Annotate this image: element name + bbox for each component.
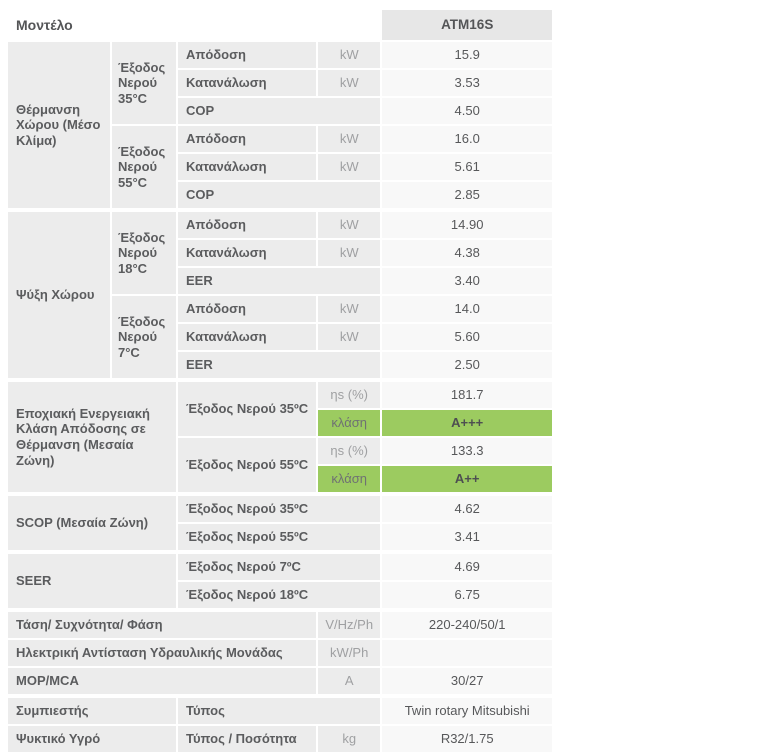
cell-seer-out7-value: 4.69 — [382, 552, 552, 580]
table-row — [8, 42, 552, 68]
cell-seasonal35-class-param: κλάση — [318, 410, 380, 436]
model-label: Μοντέλο — [8, 10, 380, 40]
cell-refrigerant-unit: kg — [318, 726, 380, 752]
energy-class-badge: A+++ — [382, 410, 552, 436]
cell-seer-out18-value: 6.75 — [382, 582, 552, 608]
cell-seasonal35-eta-value: 181.7 — [382, 380, 552, 408]
cell-scop-section-label: SCOP (Μεσαία Ζώνη) — [8, 494, 176, 550]
cell-cooling18-consumption-unit: kW — [318, 240, 380, 266]
cell-cooling18-capacity-param: Απόδοση — [178, 210, 316, 238]
cell-seasonal-out35-label: Έξοδος Νερού 35ºC — [178, 380, 316, 436]
cell-seasonal55-eta-param: ηs (%) — [318, 438, 380, 464]
cell-compressor-value: Twin rotary Mitsubishi — [382, 696, 552, 724]
cell-scop-out55-param: Έξοδος Νερού 55ºC — [178, 524, 380, 550]
cell-seer-out18-param: Έξοδος Νερού 18ºC — [178, 582, 380, 608]
cell-cooling7-consumption-param: Κατανάλωση — [178, 324, 316, 350]
cell-heating35-capacity-value: 15.9 — [382, 42, 552, 68]
cell-cooling-out18-label: Έξοδος Νερού 18°C — [112, 210, 176, 294]
cell-heating55-consumption-param: Κατανάλωση — [178, 154, 316, 180]
table-row — [8, 640, 552, 666]
table-row — [8, 610, 552, 638]
cell-heating55-capacity-param: Απόδοση — [178, 126, 316, 152]
cell-heating55-consumption-unit: kW — [318, 154, 380, 180]
cell-seasonal55-eta-value: 133.3 — [382, 438, 552, 464]
cell-heating35-cop-param: COP — [178, 98, 380, 124]
table-row — [8, 726, 552, 752]
cell-cooling18-consumption-param: Κατανάλωση — [178, 240, 316, 266]
cell-cooling18-consumption-value: 4.38 — [382, 240, 552, 266]
cell-seasonal35-eta-param: ηs (%) — [318, 380, 380, 408]
cell-cooling7-capacity-value: 14.0 — [382, 296, 552, 322]
cell-heating55-cop-param: COP — [178, 182, 380, 208]
cell-cooling7-consumption-unit: kW — [318, 324, 380, 350]
table-row — [8, 696, 552, 724]
cell-mop-mca-value: 30/27 — [382, 668, 552, 694]
cell-cooling7-eer-param: EER — [178, 352, 380, 378]
cell-compressor-label: Συμπιεστής — [8, 696, 176, 724]
cell-heating55-consumption-value: 5.61 — [382, 154, 552, 180]
cell-voltage-value: 220-240/50/1 — [382, 610, 552, 638]
cell-heating55-capacity-unit: kW — [318, 126, 380, 152]
cell-seasonal55-class-param: κλάση — [318, 466, 380, 492]
table-row — [8, 10, 552, 40]
cell-refrigerant-value: R32/1.75 — [382, 726, 552, 752]
cell-seer-out7-param: Έξοδος Νερού 7ºC — [178, 552, 380, 580]
model-value: ATM16S — [382, 10, 552, 40]
cell-heating35-consumption-unit: kW — [318, 70, 380, 96]
cell-heater-label: Ηλεκτρική Αντίσταση Υδραυλικής Μονάδας — [8, 640, 316, 666]
cell-refrigerant-label: Ψυκτικό Υγρό — [8, 726, 176, 752]
cell-heating55-capacity-value: 16.0 — [382, 126, 552, 152]
cell-seer-section-label: SEER — [8, 552, 176, 608]
cell-seasonal-section-label: Εποχιακή Ενεργειακή Κλάση Απόδοσης σε Θέρμανση (Μεσαία Ζώνη) — [8, 380, 176, 492]
cell-cooling-out7-label: Έξοδος Νερού 7°C — [112, 296, 176, 378]
spec-table — [6, 8, 554, 754]
cell-heating-section-label: Θέρμανση Χώρου (Μέσο Κλίμα) — [8, 42, 110, 208]
cell-cooling7-capacity-unit: kW — [318, 296, 380, 322]
cell-heating-out55-label: Έξοδος Νερού 55°C — [112, 126, 176, 208]
cell-mop-mca-unit: A — [318, 668, 380, 694]
cell-cooling-section-label: Ψύξη Χώρου — [8, 210, 110, 378]
cell-cooling7-consumption-value: 5.60 — [382, 324, 552, 350]
table-row — [8, 494, 552, 522]
energy-class-badge: A++ — [382, 466, 552, 492]
table-row — [8, 210, 552, 238]
cell-cooling18-capacity-value: 14.90 — [382, 210, 552, 238]
cell-scop-out35-param: Έξοδος Νερού 35ºC — [178, 494, 380, 522]
cell-seasonal-out55-label: Έξοδος Νερού 55ºC — [178, 438, 316, 492]
cell-cooling7-capacity-param: Απόδοση — [178, 296, 316, 322]
cell-scop-out55-value: 3.41 — [382, 524, 552, 550]
table-row — [8, 668, 552, 694]
table-row — [8, 380, 552, 408]
cell-mop-mca-label: MOP/MCA — [8, 668, 316, 694]
cell-heating35-consumption-value: 3.53 — [382, 70, 552, 96]
cell-heating35-cop-value: 4.50 — [382, 98, 552, 124]
cell-heater-unit: kW/Ph — [318, 640, 380, 666]
cell-heating35-capacity-unit: kW — [318, 42, 380, 68]
cell-heater-value — [382, 640, 552, 666]
cell-voltage-unit: V/Hz/Ph — [318, 610, 380, 638]
cell-voltage-label: Τάση/ Συχνότητα/ Φάση — [8, 610, 316, 638]
cell-compressor-param: Τύπος — [178, 696, 380, 724]
cell-cooling18-eer-value: 3.40 — [382, 268, 552, 294]
cell-heating35-capacity-param: Απόδοση — [178, 42, 316, 68]
table-row — [8, 552, 552, 580]
cell-heating55-cop-value: 2.85 — [382, 182, 552, 208]
cell-scop-out35-value: 4.62 — [382, 494, 552, 522]
cell-cooling7-eer-value: 2.50 — [382, 352, 552, 378]
cell-heating-out35-label: Έξοδος Νερού 35°C — [112, 42, 176, 124]
cell-cooling18-eer-param: EER — [178, 268, 380, 294]
cell-heating35-consumption-param: Κατανάλωση — [178, 70, 316, 96]
cell-refrigerant-param: Τύπος / Ποσότητα — [178, 726, 316, 752]
cell-cooling18-capacity-unit: kW — [318, 210, 380, 238]
